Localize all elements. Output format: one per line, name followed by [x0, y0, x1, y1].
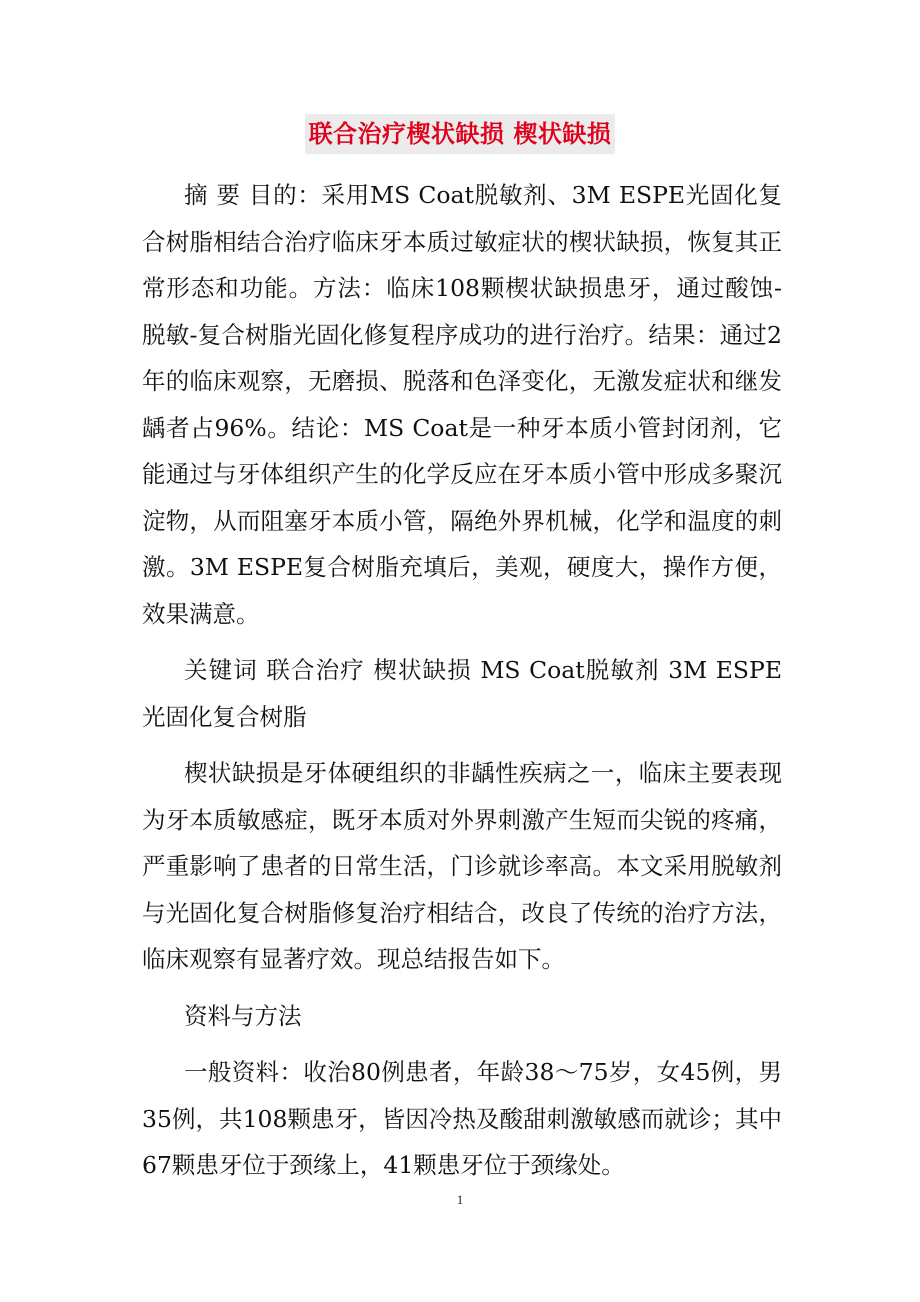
general-info-paragraph: 一般资料：收治80例患者，年龄38～75岁，女45例，男35例，共108颗患牙，皆因冷热及酸甜刺激敏感而就诊；其中67颗患牙位于颈缘上，41颗患牙位于颈缘处。: [142, 1058, 782, 1179]
keywords-paragraph: 关键词 联合治疗 楔状缺损 MS Coat脱敏剂 3M ESPE光固化复合树脂: [142, 656, 782, 731]
abstract-paragraph: 摘 要 目的：采用MS Coat脱敏剂、3M ESPE光固化复合树脂相结合治疗临床牙本质过敏症状的楔状缺损，恢复其正常形态和功能。方法：临床108颗楔状缺损患牙，通过酸蚀-脱敏-复合树脂光固化修复程序成功的进行治疗。结果：通过2年的临床观察，无磨损、脱落和色泽变化，无激发症状和继发龋者占96%。结论：MS Coat是一种牙本质小管封闭剂，它能通过与牙体组织产生的化学反应在牙本质小管中形成多聚沉淀物，从而阻塞牙本质小管，隔绝外界机械，化学和温度的刺激。3M ESPE复合树脂充填后，美观，硬度大，操作方便，效果满意。: [142, 181, 782, 628]
section-heading: 资料与方法: [184, 1001, 302, 1030]
intro-paragraph: 楔状缺损是牙体硬组织的非龋性疾病之一，临床主要表现为牙本质敏感症，既牙本质对外界刺激产生短而尖锐的疼痛，严重影响了患者的日常生活，门诊就诊率高。本文采用脱敏剂与光固化复合树脂修复治疗相结合，改良了传统的治疗方法，临床观察有显著疗效。现总结报告如下。: [142, 759, 782, 973]
document-title: 联合治疗楔状缺损 楔状缺损: [305, 114, 616, 154]
page-number: 1: [456, 1192, 464, 1207]
document-body: [142, 172, 782, 1189]
title-container: [0, 114, 920, 154]
